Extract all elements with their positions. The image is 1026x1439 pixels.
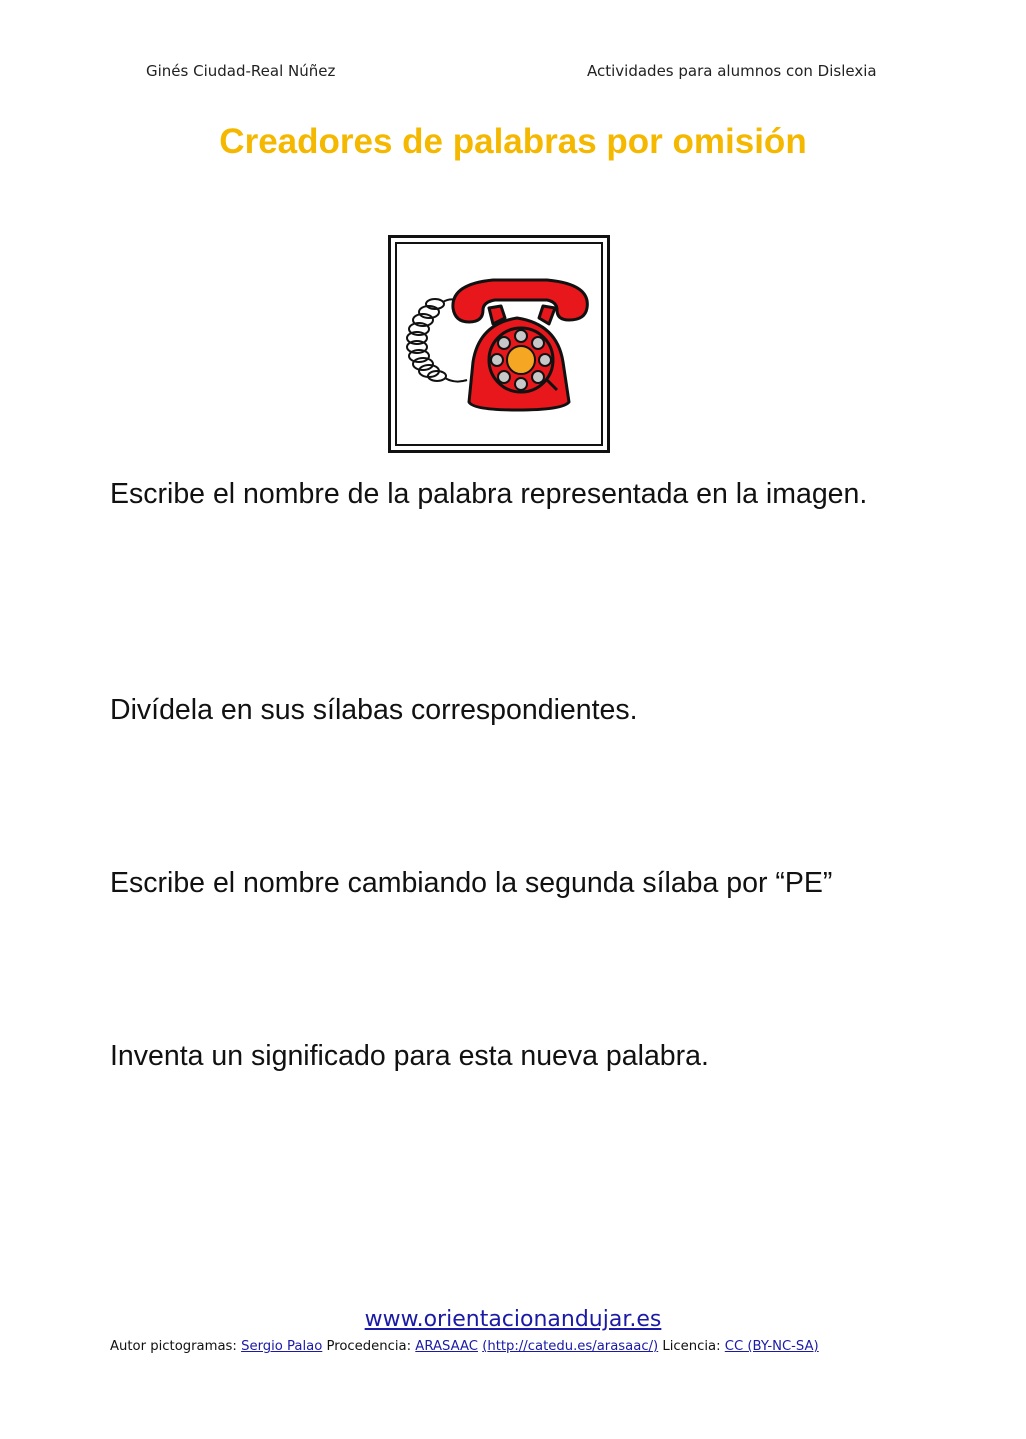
telephone-icon [397,244,601,444]
source-paren-close: ) [653,1339,659,1354]
instruction-change-syllable: Escribe el nombre cambiando la segunda sílaba por “PE” [110,867,833,899]
source-label: Procedencia: [326,1339,412,1354]
source-url-link[interactable]: http://catedu.es/arasaac/ [487,1339,654,1354]
footer-credits [110,1339,819,1354]
license-link[interactable]: CC (BY-NC-SA) [724,1339,819,1354]
instruction-divide-syllables: Divídela en sus sílabas correspondientes. [110,694,638,726]
license-label: Licencia: [662,1339,721,1354]
header-subject: Actividades para alumnos con Dislexia [587,62,877,80]
instruction-invent-meaning: Inventa un significado para esta nueva palabra. [110,1040,709,1072]
author-link[interactable]: Sergio Palao [241,1339,323,1354]
instruction-write-name: Escribe el nombre de la palabra representada en la imagen. [110,478,868,510]
source-link[interactable]: ARASAAC [415,1339,478,1354]
author-label: Autor pictogramas: [110,1339,237,1354]
pictogram-frame [388,235,610,453]
header-author: Ginés Ciudad-Real Núñez [146,62,336,80]
page-title: Creadores de palabras por omisión [219,122,807,161]
source-paren-open: ( [482,1339,488,1354]
website-link[interactable]: www.orientacionandujar.es [364,1307,662,1332]
